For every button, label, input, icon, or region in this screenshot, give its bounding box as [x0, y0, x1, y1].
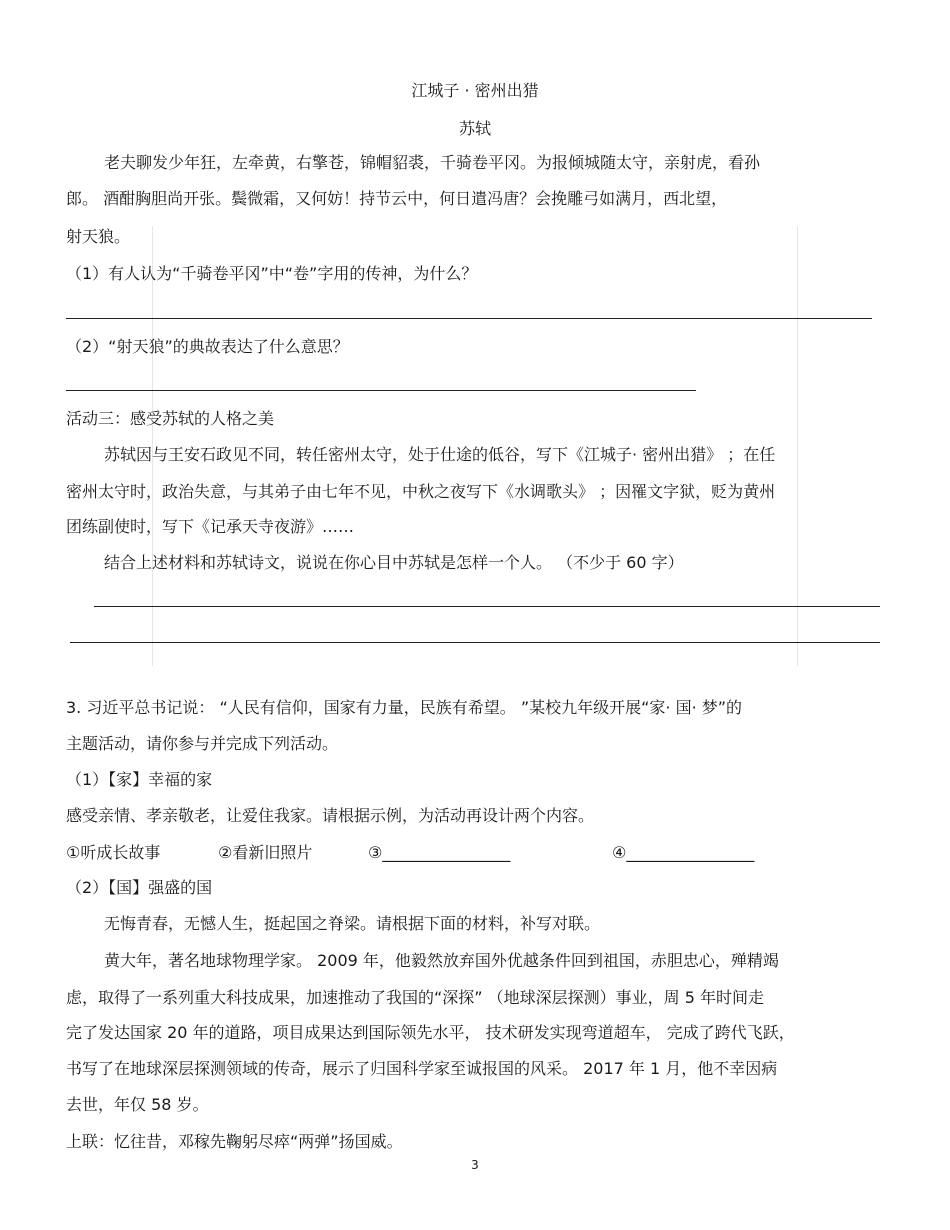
part1-title: （1）【家】幸福的家 — [66, 770, 213, 789]
activity3-prompt: 结合上述材料和苏轼诗文，说说在你心目中苏轼是怎样一个人。 （不少于 60 字） — [104, 553, 684, 572]
couplet-upper: 上联：忆往昔，邓稼先鞠躬尽瘁“两弹”扬国威。 — [66, 1132, 403, 1151]
part2-material-1: 黄大年，著名地球物理学家。 2009 年，他毅然放弃国外优越条件回到祖国，赤胆忠心，殚精竭 — [104, 951, 779, 970]
answer-line-activity3-2[interactable] — [70, 642, 880, 643]
page-number: 3 — [471, 1158, 479, 1172]
poem-line-2: 郎。 酒酣胸胆尚开张。鬓微霜，又何妨！持节云中，何日遣冯唐？会挽雕弓如满月，西北望， — [66, 189, 728, 208]
activity3-para-3: 团练副使时，写下《记承天寺夜游》…… — [66, 517, 355, 536]
part1-item-1: ①听成长故事 — [66, 843, 161, 862]
section3-intro-1: 3. 习近平总书记说： “人民有信仰，国家有力量，民族有希望。 ”某校九年级开展“家· 国· 梦”的 — [66, 698, 743, 717]
part2-text: 无悔青春，无憾人生，挺起国之脊梁。请根据下面的材料，补写对联。 — [104, 914, 601, 933]
part2-material-4: 书写了在地球深层探测领域的传奇，展示了归国科学家至诚报国的风采。 2017 年 1 月，他不幸因病 — [66, 1059, 778, 1078]
answer-line-q2[interactable] — [66, 390, 696, 391]
poem-author: 苏轼 — [458, 119, 491, 138]
part1-text: 感受亲情、孝亲敬老，让爱住我家。请根据示例，为活动再设计两个内容。 — [66, 806, 595, 825]
answer-line-q1[interactable] — [66, 318, 872, 319]
answer-line-activity3-1[interactable] — [94, 606, 880, 607]
activity3-para-2: 密州太守时，政治失意，与其弟子由七年不见，中秋之夜写下《水调歌头》 ；因罹文字狱，贬为黄州 — [66, 482, 776, 501]
poem-line-3: 射天狼。 — [66, 227, 131, 246]
section3-intro-2: 主题活动，请你参与并完成下列活动。 — [66, 734, 339, 753]
part1-item-4-blank[interactable]: ④________________ — [612, 843, 755, 862]
activity3-para-1: 苏轼因与王安石政见不同，转任密州太守，处于仕途的低谷，写下《江城子· 密州出猎》 ；在任 — [104, 445, 776, 464]
poem-title: 江城子 · 密州出猎 — [411, 81, 539, 100]
part2-title: （2）【国】强盛的国 — [66, 878, 213, 897]
part2-material-3: 完了发达国家 20 年的道路，项目成果达到国际领先水平， 技术研发实现弯道超车， 完成了跨代飞跃， — [66, 1023, 795, 1042]
poem-line-1: 老夫聊发少年狂，左牵黄，右擎苍，锦帽貂裘，千骑卷平冈。为报倾城随太守，亲射虎，看孙 — [104, 153, 761, 172]
part2-material-2: 虑，取得了一系列重大科技成果，加速推动了我国的“深探” （地球深层探测）事业，周 5 年时间走 — [66, 988, 765, 1007]
part2-material-5: 去世，年仅 58 岁。 — [66, 1095, 209, 1114]
question-1: （1）有人认为“千骑卷平冈”中“卷”字用的传神，为什么？ — [66, 264, 478, 283]
question-2: （2）“射天狼”的典故表达了什么意思？ — [66, 337, 349, 356]
part1-item-2: ②看新旧照片 — [218, 843, 313, 862]
activity3-heading: 活动三：感受苏轼的人格之美 — [66, 409, 275, 428]
part1-item-3-blank[interactable]: ③________________ — [368, 843, 511, 862]
